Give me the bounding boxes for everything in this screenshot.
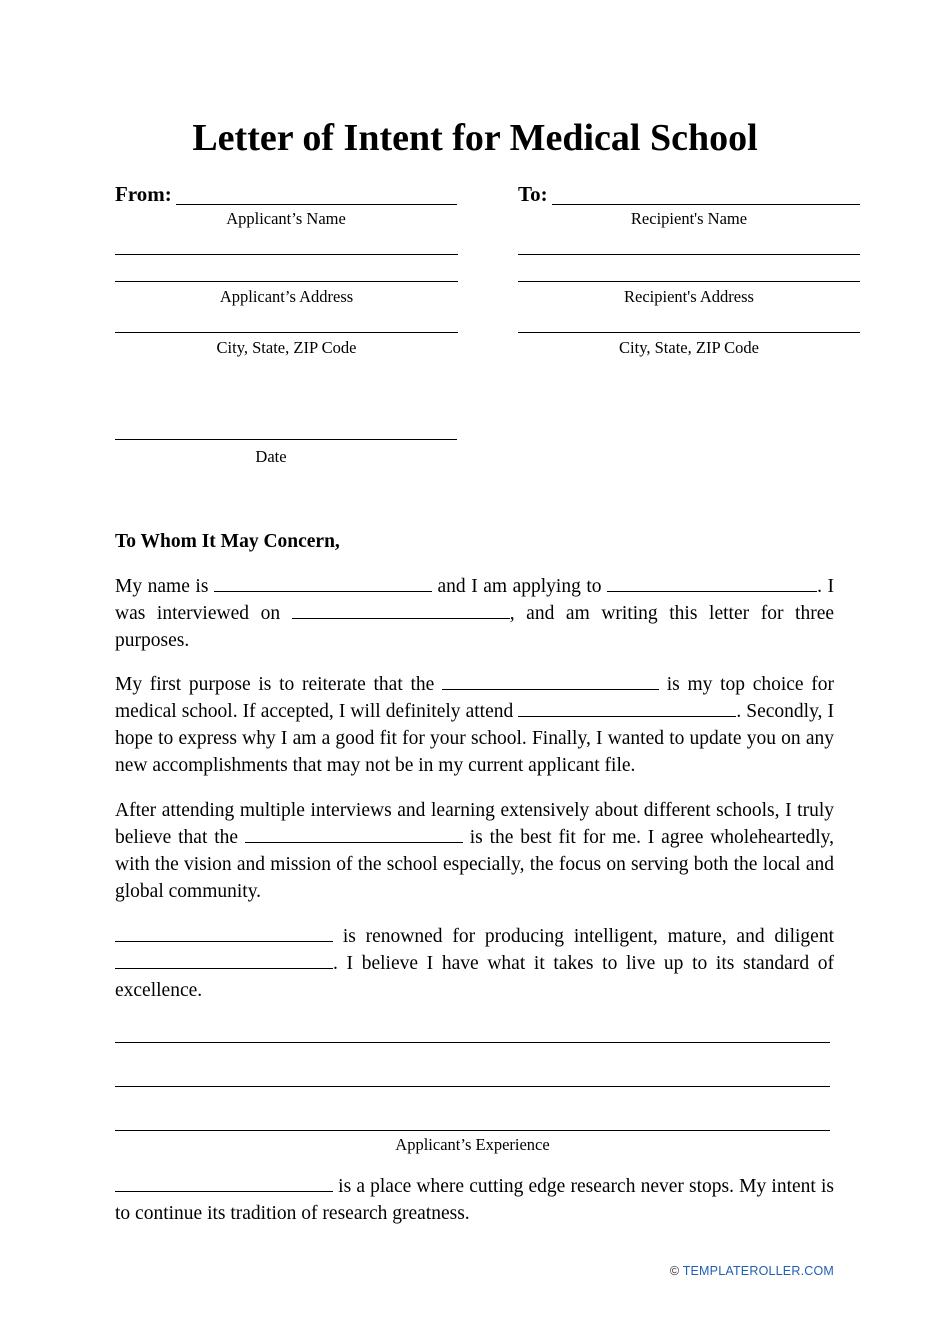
paragraph-4 (115, 923, 834, 1004)
applicant-address-line-2[interactable] (115, 281, 458, 282)
footer-credit (670, 1264, 834, 1278)
applicant-address-caption: Applicant’s Address (219, 287, 354, 306)
applicant-experience-caption: Applicant’s Experience (395, 1135, 550, 1154)
p1-text-b: and I am applying to (437, 576, 602, 597)
p4-text-a: is renowned for producing intelligent, mature, and diligent (342, 926, 834, 947)
applicant-experience-line-1[interactable] (115, 1042, 830, 1043)
applicant-city-state-zip-field[interactable] (115, 332, 458, 333)
school-name-blank-2[interactable] (442, 671, 659, 690)
templateroller-link[interactable]: TEMPLATEROLLER.COM (682, 1264, 834, 1278)
date-field[interactable] (115, 439, 457, 440)
recipient-name-field[interactable] (552, 204, 860, 205)
paragraph-1 (115, 573, 834, 654)
recipient-city-state-zip-caption: City, State, ZIP Code (619, 338, 759, 357)
applicant-city-state-zip-caption: City, State, ZIP Code (216, 338, 357, 357)
graduates-blank[interactable] (115, 950, 333, 969)
copyright-symbol: © (669, 1264, 680, 1278)
p2-text-c: . Secondly, I hope to express why I am a good fit for your school. Finally, I wanted to update you on any new accomplishments that may not be in my current applicant file. (115, 701, 834, 776)
applicant-experience-line-2[interactable] (115, 1086, 830, 1087)
p2-text-a: My first purpose is to reiterate that the (115, 674, 435, 695)
applicant-name-caption: Applicant’s Name (226, 209, 346, 228)
interview-date-blank[interactable] (292, 600, 510, 619)
applicant-name-blank[interactable] (214, 573, 432, 592)
p5-text-a: is a place where cutting edge research never stops. My intent is to continue its tradition of research greatness. (115, 1176, 834, 1224)
school-name-blank-6[interactable] (115, 1173, 333, 1192)
paragraph-3 (115, 797, 834, 905)
applicant-experience-line-3[interactable] (115, 1130, 830, 1131)
paragraph-2 (115, 671, 834, 779)
recipient-address-caption: Recipient's Address (624, 287, 754, 306)
paragraph-5 (115, 1173, 834, 1227)
date-caption: Date (255, 447, 287, 466)
school-name-blank-4[interactable] (245, 824, 463, 843)
p1-text-c: . I was interviewed on (115, 576, 835, 624)
p4-text-b: . I believe I have what it takes to live up to its standard of excellence. (115, 953, 834, 1001)
p3-text-b: is the best fit for me. I agree wholeheartedly, with the vision and mission of the school especially, the focus on serving both the local and global community. (115, 827, 835, 902)
recipient-address-line-2[interactable] (518, 281, 860, 282)
recipient-name-caption: Recipient's Name (630, 209, 748, 228)
p1-text-d: , and am writing this letter for three purposes. (115, 603, 835, 651)
p2-text-b: is my top choice for medical school. If accepted, I will definitely attend (115, 674, 835, 722)
salutation: To Whom It May Concern, (115, 531, 340, 552)
school-name-blank-1[interactable] (607, 573, 817, 592)
p1-text-a: My name is (115, 576, 209, 597)
school-name-blank-5[interactable] (115, 923, 333, 942)
recipient-address-line-1[interactable] (518, 254, 860, 255)
school-name-blank-3[interactable] (518, 698, 736, 717)
recipient-city-state-zip-field[interactable] (518, 332, 860, 333)
applicant-address-line-1[interactable] (115, 254, 458, 255)
p3-text-a: After attending multiple interviews and learning extensively about different schools, I truly believe that the (115, 800, 834, 848)
from-label: From: (115, 182, 172, 206)
to-label: To: (518, 182, 548, 206)
document-title: Letter of Intent for Medical School (192, 117, 758, 159)
applicant-name-field[interactable] (176, 204, 457, 205)
